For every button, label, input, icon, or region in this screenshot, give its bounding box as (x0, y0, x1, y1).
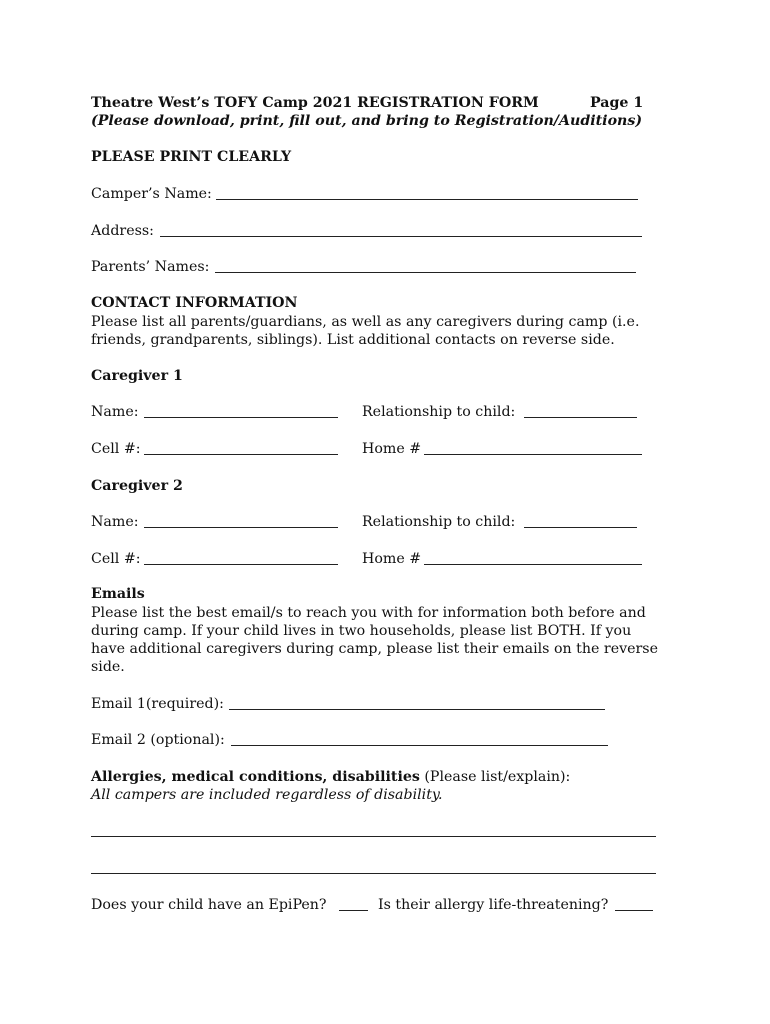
allergies-heading-row (91, 768, 570, 786)
caregiver2-relationship-label: Relationship to child: (362, 514, 516, 530)
emails-text-line2: during camp. If your child lives in two households, please list BOTH. If you (91, 623, 632, 639)
caregiver1-relationship-field[interactable] (524, 417, 637, 418)
form-title: Theatre West’s TOFY Camp 2021 REGISTRATION FORM (91, 95, 539, 111)
address-label: Address: (91, 223, 154, 239)
caregiver2-home-field[interactable] (424, 564, 642, 565)
contact-heading: CONTACT INFORMATION (91, 295, 298, 311)
emails-heading: Emails (91, 586, 145, 602)
caregiver2-heading: Caregiver 2 (91, 478, 183, 494)
caregiver1-home-label: Home # (362, 441, 422, 457)
emails-text-line1: Please list the best email/s to reach you with for information both before and (91, 605, 646, 621)
email1-field[interactable] (229, 709, 605, 710)
allergies-heading-suffix: (Please list/explain): (419, 769, 571, 785)
contact-text-line1: Please list all parents/guardians, as well as any caregivers during camp (i.e. (91, 314, 640, 330)
print-clearly-heading: PLEASE PRINT CLEARLY (91, 149, 292, 165)
allergies-heading: Allergies, medical conditions, disabilities (91, 769, 420, 785)
address-field[interactable] (160, 236, 642, 237)
campers-name-label: Camper’s Name: (91, 186, 212, 202)
caregiver2-relationship-field[interactable] (524, 527, 637, 528)
email2-field[interactable] (231, 745, 608, 746)
allergies-field-line1[interactable] (91, 836, 656, 837)
parents-names-label: Parents’ Names: (91, 259, 210, 275)
life-threatening-field[interactable] (615, 910, 653, 911)
caregiver1-cell-field[interactable] (144, 454, 338, 455)
caregiver1-name-label: Name: (91, 404, 139, 420)
epipen-field[interactable] (339, 910, 368, 911)
caregiver1-cell-label: Cell #: (91, 441, 141, 457)
caregiver1-relationship-label: Relationship to child: (362, 404, 516, 420)
caregiver2-name-label: Name: (91, 514, 139, 530)
caregiver2-home-label: Home # (362, 551, 422, 567)
allergies-note: All campers are included regardless of disability. (91, 787, 443, 803)
caregiver2-cell-field[interactable] (144, 564, 338, 565)
caregiver1-heading: Caregiver 1 (91, 368, 183, 384)
email2-label: Email 2 (optional): (91, 732, 225, 748)
emails-text-line3: have additional caregivers during camp, please list their emails on the reverse (91, 641, 658, 657)
epipen-label: Does your child have an EpiPen? (91, 897, 327, 913)
allergies-field-line2[interactable] (91, 873, 656, 874)
email1-label: Email 1(required): (91, 696, 224, 712)
contact-text-line2: friends, grandparents, siblings). List additional contacts on reverse side. (91, 332, 615, 348)
caregiver2-cell-label: Cell #: (91, 551, 141, 567)
campers-name-field[interactable] (216, 199, 638, 200)
parents-names-field[interactable] (215, 272, 636, 273)
life-threatening-label: Is their allergy life-threatening? (378, 897, 609, 913)
page-number: Page 1 (590, 95, 644, 111)
caregiver1-home-field[interactable] (424, 454, 642, 455)
caregiver1-name-field[interactable] (144, 417, 338, 418)
form-subtitle: (Please download, print, fill out, and bring to Registration/Auditions) (91, 113, 643, 129)
emails-text-line4: side. (91, 659, 125, 675)
caregiver2-name-field[interactable] (144, 527, 338, 528)
